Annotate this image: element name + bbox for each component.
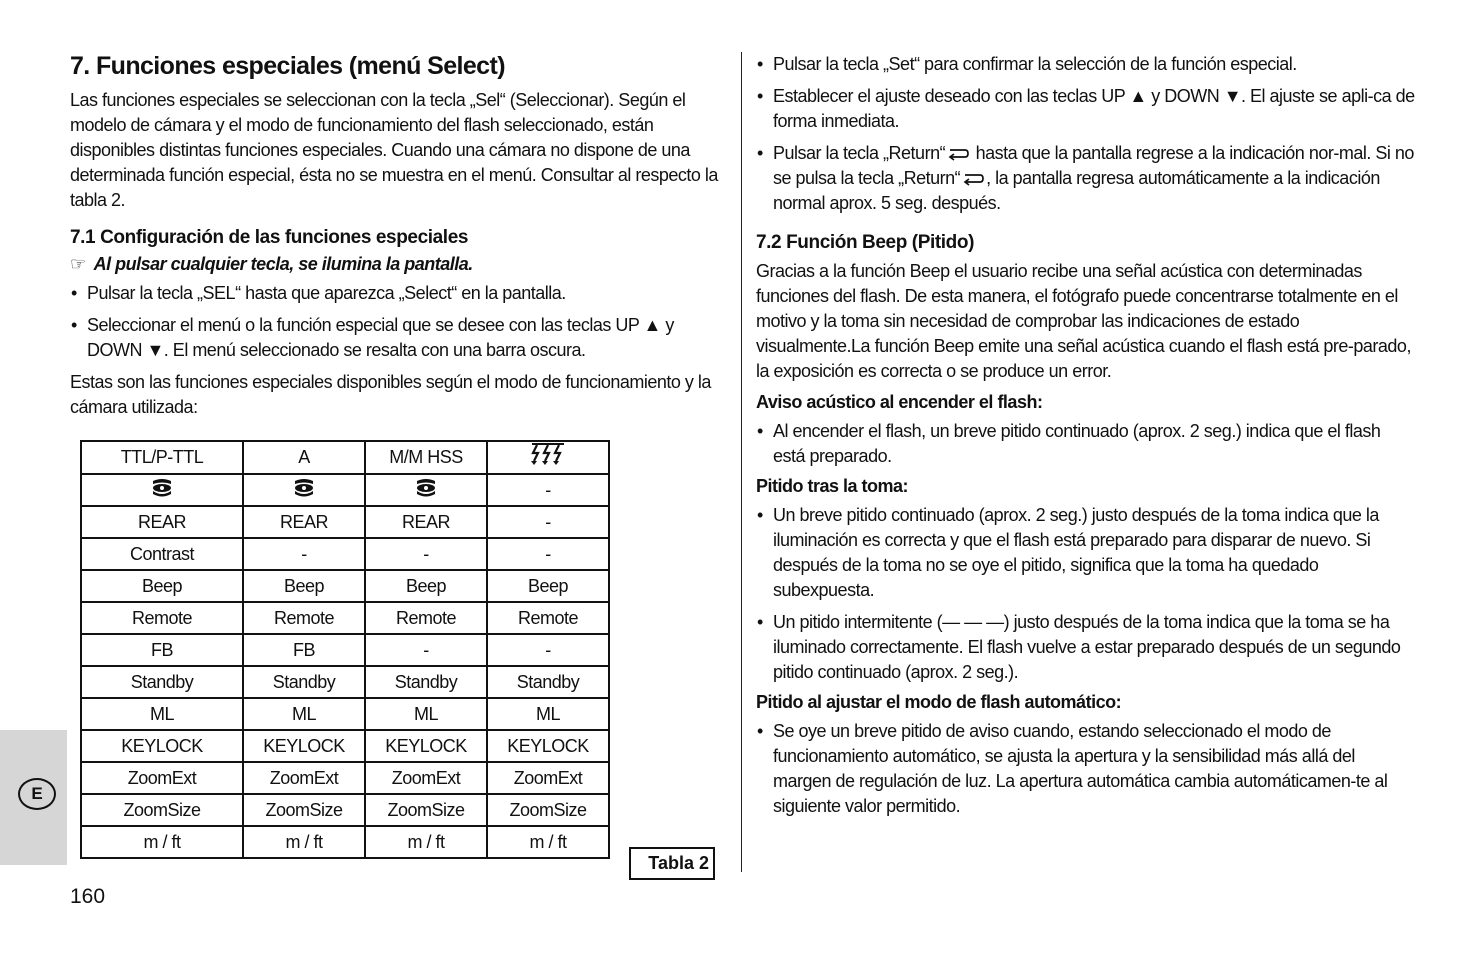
table-row: [81, 730, 609, 762]
section-title-7-1: 7.1 Configuración de las funciones especiales: [70, 227, 469, 248]
language-badge: E: [18, 778, 56, 810]
beep-intro: Gracias a la función Beep el usuario recibe una señal acústica con determinadas funciones del flash. De esta manera, el fotógrafo puede concentrarse totalmente en el motivo y la toma sin necesidad de comprobar las indicaciones de estado visualmente.La función Beep emite una señal acústica cuando el flash está pre-parado, la exposición es correcta o se produce un error.: [756, 261, 1411, 381]
table-row: [81, 570, 609, 602]
table-cell: TTL/P-TTL: [81, 441, 243, 474]
table-cell: REAR: [365, 506, 487, 538]
list-item: • Un pitido intermitente (— — —) justo después de la toma indica que la toma se ha iluminado correctamente. El flash vuelve a estar preparado después de un segundo pitido continuado (aprox. 2 seg.).: [756, 610, 1416, 685]
table-cell: m / ft: [243, 826, 365, 858]
table-cell: ZoomSize: [365, 794, 487, 826]
table-cell: Beep: [487, 570, 609, 602]
left-column: [70, 52, 730, 428]
table-row: [81, 602, 609, 634]
table-cell: KEYLOCK: [81, 730, 243, 762]
subheading-power-on: Aviso acústico al encender el flash:: [756, 392, 1043, 412]
return-arrow-icon: [947, 147, 969, 161]
note: [70, 254, 730, 275]
table-cell: Contrast: [81, 538, 243, 570]
table-cell: FB: [243, 634, 365, 666]
return-text-3: , la pantalla regresa automáticamente a la indicación normal aprox. 5 seg. después.: [773, 168, 1380, 213]
table-label: Tabla 2: [629, 847, 715, 880]
page-number: 160: [70, 885, 106, 908]
pointing-hand-icon: ☞: [70, 254, 86, 274]
table-cell: ML: [243, 698, 365, 730]
table-cell: Standby: [243, 666, 365, 698]
list-item: • Se oye un breve pitido de aviso cuando, estando seleccionado el modo de funcionamiento automático, se ajusta la apertura y la sensibilidad más allá del margen de regulación de luz. La apertura automática cambia automáticamen-te al siguiente valor permitido.: [756, 719, 1416, 819]
right-column: [756, 52, 1416, 826]
table-cell: M/M HSS: [365, 441, 487, 474]
return-text-2: hasta que la pantalla regrese a la indicación nor-mal. Si no se pulsa la tecla „Return“: [773, 143, 1414, 188]
table-row: [81, 762, 609, 794]
list-item: • Pulsar la tecla „SEL“ hasta que aparezca „Select“ en la pantalla.: [70, 281, 730, 306]
list-item: • Establecer el ajuste deseado con las teclas UP ▲ y DOWN ▼. El ajuste se apli-ca de forma inmediata.: [756, 84, 1416, 134]
table-cell: Beep: [243, 570, 365, 602]
auto-mode-list: [756, 719, 1416, 819]
note-text: Al pulsar cualquier tecla, se ilumina la pantalla.: [93, 254, 473, 274]
intro-paragraph: Las funciones especiales se seleccionan con la tecla „Sel“ (Seleccionar). Según el modelo de cámara y el modo de funcionamiento del flash seleccionado, están disponibles distintas funciones especiales. Cuando una cámara no dispone de una determinada función especial, ésta no se muestra en el menú. Consultar al respecto la tabla 2.: [70, 90, 718, 210]
subheading-auto-mode: Pitido al ajustar el modo de flash automático:: [756, 692, 1122, 712]
return-text-1: Pulsar la tecla „Return“: [773, 143, 946, 163]
table-row: [81, 538, 609, 570]
table-cell: ML: [81, 698, 243, 730]
table-cell: m / ft: [487, 826, 609, 858]
table-cell: Standby: [487, 666, 609, 698]
list-item-return: [756, 141, 1416, 216]
table-row: [81, 474, 609, 506]
table-cell: REAR: [81, 506, 243, 538]
table-cell: m / ft: [365, 826, 487, 858]
table-cell: Remote: [81, 602, 243, 634]
table-row: [81, 794, 609, 826]
red-eye-icon: [365, 474, 487, 506]
table-header-row: [81, 441, 609, 474]
set-steps-list: [756, 52, 1416, 216]
table-row: [81, 506, 609, 538]
power-on-list: [756, 419, 1416, 469]
list-item: • Un breve pitido continuado (aprox. 2 seg.) justo después de la toma indica que la iluminación es correcta y que el flash está preparado para disparar de nuevo. Si después de la toma no se oye el pitido, significa que la toma ha quedado subexpuesta.: [756, 503, 1416, 603]
table-cell: ML: [365, 698, 487, 730]
table-cell: Standby: [81, 666, 243, 698]
table-cell: FB: [81, 634, 243, 666]
table-cell: -: [487, 634, 609, 666]
table-cell: -: [365, 634, 487, 666]
subheading-after-shot: Pitido tras la toma:: [756, 476, 909, 496]
table-cell: -: [365, 538, 487, 570]
table-cell: -: [487, 474, 609, 506]
table-row: [81, 666, 609, 698]
table-cell: ML: [487, 698, 609, 730]
table-cell: KEYLOCK: [365, 730, 487, 762]
table-cell: ZoomExt: [487, 762, 609, 794]
table-cell: ZoomSize: [81, 794, 243, 826]
list-item: • Seleccionar el menú o la función especial que se desee con las teclas UP ▲ y DOWN ▼. El menú seleccionado se resalta con una barra oscura.: [70, 313, 730, 363]
table-cell: Remote: [365, 602, 487, 634]
list-item: • Al encender el flash, un breve pitido continuado (aprox. 2 seg.) indica que el flash está preparado.: [756, 419, 1416, 469]
table-cell: Beep: [365, 570, 487, 602]
return-arrow-icon: [962, 172, 984, 186]
table-cell: ZoomExt: [365, 762, 487, 794]
table-cell: ZoomSize: [487, 794, 609, 826]
after-shot-list: [756, 503, 1416, 685]
red-eye-icon: [81, 474, 243, 506]
special-functions-table: [80, 440, 610, 859]
table-cell: -: [487, 506, 609, 538]
config-steps-list: [70, 281, 730, 363]
table-cell: KEYLOCK: [487, 730, 609, 762]
table-row: [81, 698, 609, 730]
section-title-7-2: 7.2 Función Beep (Pitido): [756, 232, 975, 253]
table-cell: ZoomSize: [243, 794, 365, 826]
table-cell: ZoomExt: [243, 762, 365, 794]
table-cell: -: [243, 538, 365, 570]
column-divider: [741, 52, 742, 872]
table-cell: Remote: [243, 602, 365, 634]
table-cell: REAR: [243, 506, 365, 538]
table-cell: Beep: [81, 570, 243, 602]
table-cell: ZoomExt: [81, 762, 243, 794]
table-row: [81, 634, 609, 666]
table-row: [81, 826, 609, 858]
red-eye-icon: [243, 474, 365, 506]
table-cell: KEYLOCK: [243, 730, 365, 762]
table-cell: Remote: [487, 602, 609, 634]
table-cell: Standby: [365, 666, 487, 698]
table-cell: m / ft: [81, 826, 243, 858]
table-cell: -: [487, 538, 609, 570]
page-title: 7. Funciones especiales (menú Select): [70, 52, 505, 80]
table-cell: A: [243, 441, 365, 474]
stroboscopic-flash-icon: [487, 441, 609, 474]
table-intro: Estas son las funciones especiales disponibles según el modo de funcionamiento y la cámara utilizada:: [70, 372, 711, 417]
list-item: • Pulsar la tecla „Set“ para confirmar la selección de la función especial.: [756, 52, 1416, 77]
table-body: [81, 441, 609, 858]
